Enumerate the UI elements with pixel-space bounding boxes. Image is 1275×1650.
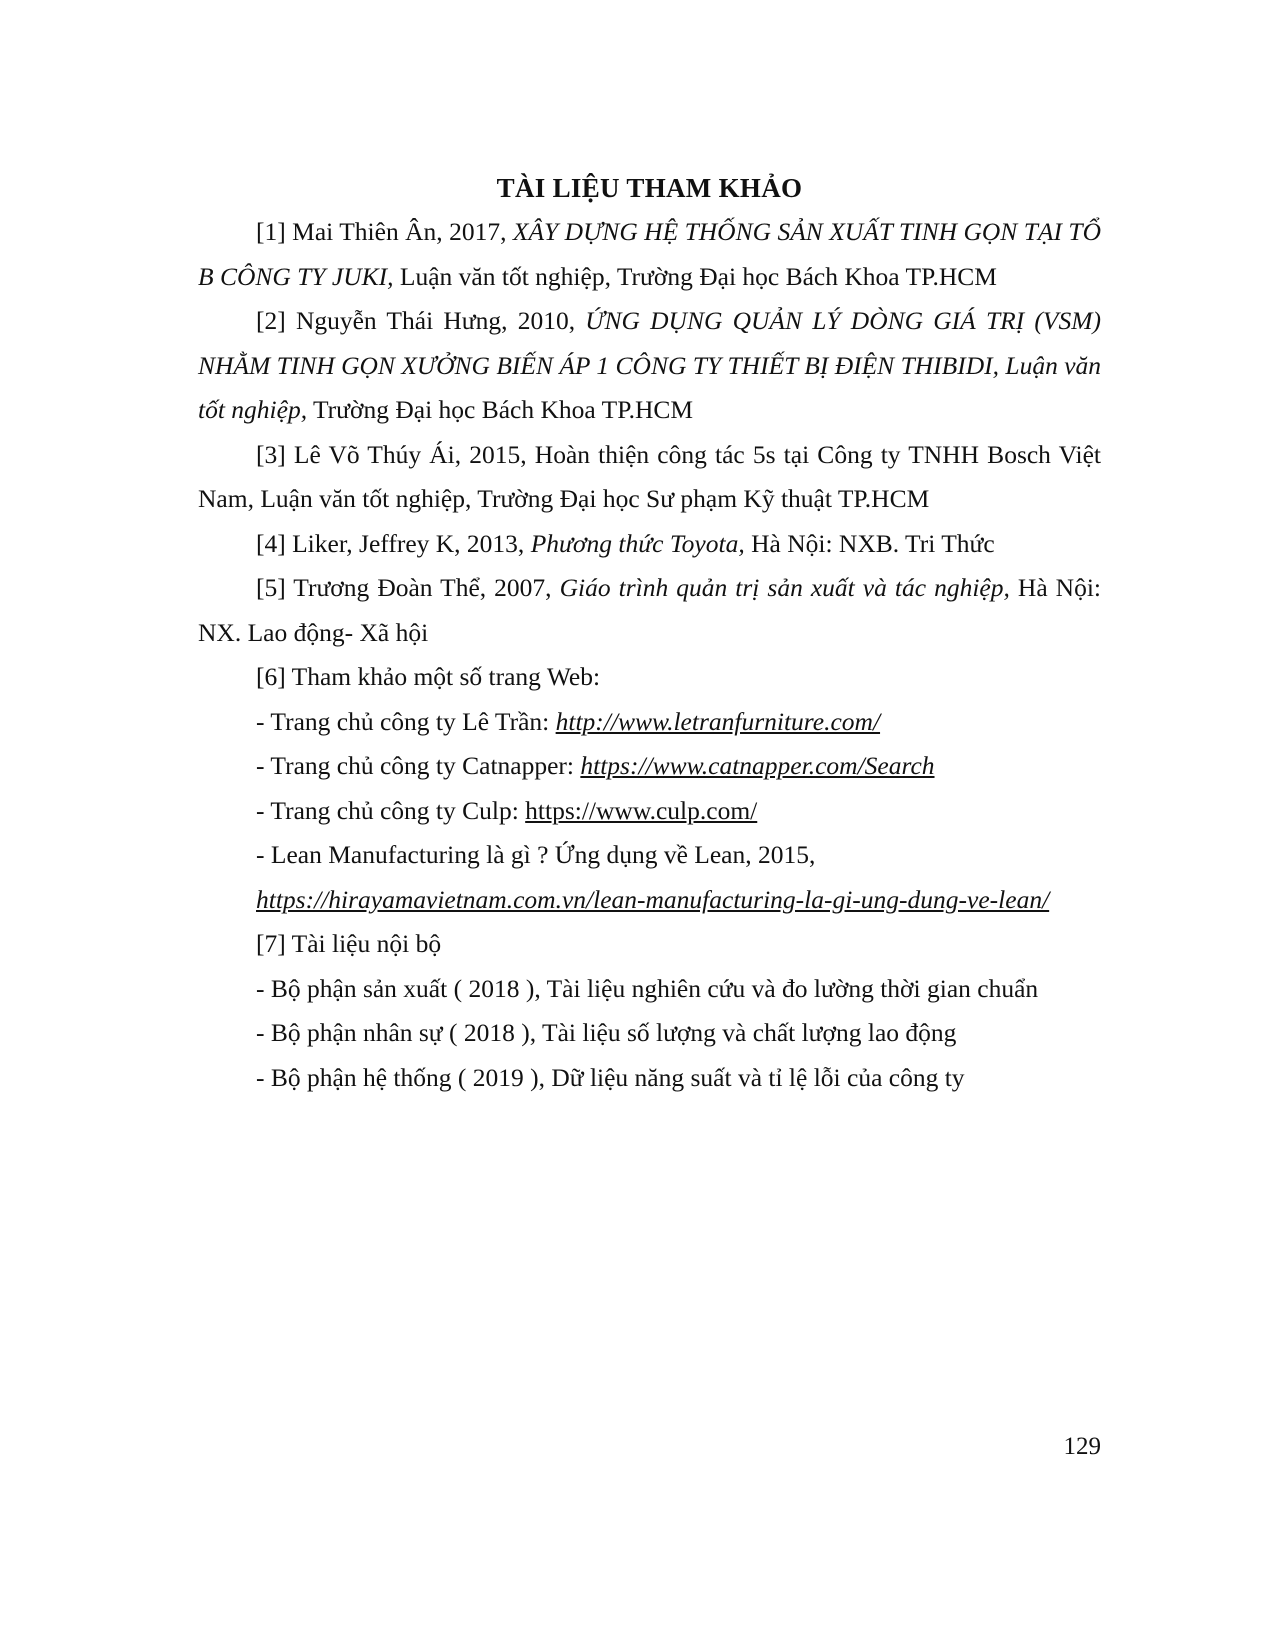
- reference-id: [2]: [256, 306, 286, 335]
- references-section: [198, 168, 1101, 1100]
- web-reference-label: - Trang chủ công ty Lê Trần:: [256, 706, 556, 736]
- web-reference-item: [198, 744, 1101, 789]
- reference-source: Luận văn tốt nghiệp, Trường Đại học Bách Khoa TP.HCM: [393, 261, 997, 291]
- reference-author-year: Mai Thiên Ân, 2017,: [285, 217, 513, 246]
- reference-title: XÂY DỰNG HỆ THỐNG SẢN XUẤT TINH GỌN TẠI TỔ B CÔNG TY JUKI,: [198, 217, 1102, 291]
- internal-document-item: - Bộ phận nhân sự ( 2018 ), Tài liệu số lượng và chất lượng lao động: [256, 1018, 957, 1047]
- reference-source: Trường Đại học Bách Khoa TP.HCM: [307, 395, 694, 424]
- reference-id: [5]: [256, 573, 286, 602]
- lean-reference-label: - Lean Manufacturing là gì ? Ứng dụng về Lean, 2015,: [256, 840, 816, 869]
- reference-text: Lê Võ Thúy Ái, 2015, Hoàn thiện công tác 5s tại Công ty TNHH Bosch Việt Nam, Luận văn tốt nghiệp, Trường Đại học Sư phạm Kỹ thuật TP.HCM: [198, 439, 1101, 513]
- web-reference-label: - Trang chủ công ty Culp:: [256, 795, 526, 825]
- web-references-heading: [6] Tham khảo một số trang Web:: [256, 662, 601, 691]
- reference-3: [198, 433, 1101, 522]
- reference-id: [4]: [256, 528, 286, 558]
- letran-website-link[interactable]: http://www.letranfurniture.com/: [555, 706, 881, 736]
- reference-title: Phương thức Toyota,: [530, 528, 745, 558]
- internal-document-item: - Bộ phận hệ thống ( 2019 ), Dữ liệu năng suất và tỉ lệ lỗi của công ty: [256, 1062, 965, 1092]
- reference-author-year: Trương Đoàn Thể, 2007,: [285, 573, 560, 602]
- reference-id: [1]: [256, 217, 286, 246]
- internal-documents-heading: [7] Tài liệu nội bộ: [256, 929, 442, 958]
- reference-2: [198, 299, 1101, 433]
- web-reference-item: [198, 789, 1101, 834]
- reference-1: [198, 210, 1101, 299]
- hirayama-lean-link[interactable]: https://hirayamavietnam.com.vn/lean-manufacturing-la-gi-ung-dung-ve-lean/: [256, 884, 1050, 914]
- reference-id: [3]: [256, 439, 286, 469]
- reference-title: ỨNG DỤNG QUẢN LÝ DÒNG GIÁ TRỊ (VSM) NHẰM TINH GỌN XƯỞNG BIẾN ÁP 1 CÔNG TY THIẾT BỊ ĐIỆN THIBIDI, Luận văn tốt nghiệp,: [198, 306, 1102, 424]
- reference-5: [198, 566, 1101, 655]
- reference-author-year: Nguyễn Thái Hưng, 2010,: [285, 306, 586, 335]
- culp-website-link[interactable]: https://www.culp.com/: [525, 795, 758, 825]
- reference-4: [198, 522, 1101, 567]
- page-number: 129: [1063, 1433, 1101, 1460]
- reference-source: Hà Nội: NX. Lao động- Xã hội: [198, 573, 1102, 647]
- reference-author-year: Liker, Jeffrey K, 2013,: [285, 528, 531, 558]
- reference-title: Giáo trình quản trị sản xuất và tác nghiệp,: [559, 573, 1010, 602]
- lean-reference-link-line: [198, 878, 1101, 923]
- page-title: TÀI LIỆU THAM KHẢO: [496, 173, 803, 203]
- catnapper-website-link[interactable]: https://www.catnapper.com/Search: [580, 751, 935, 780]
- web-reference-label: - Trang chủ công ty Catnapper:: [256, 751, 581, 780]
- web-reference-item: [198, 700, 1101, 745]
- reference-source: Hà Nội: NXB. Tri Thức: [744, 528, 995, 558]
- internal-document-item: - Bộ phận sản xuất ( 2018 ), Tài liệu nghiên cứu và đo lường thời gian chuẩn: [256, 973, 1039, 1003]
